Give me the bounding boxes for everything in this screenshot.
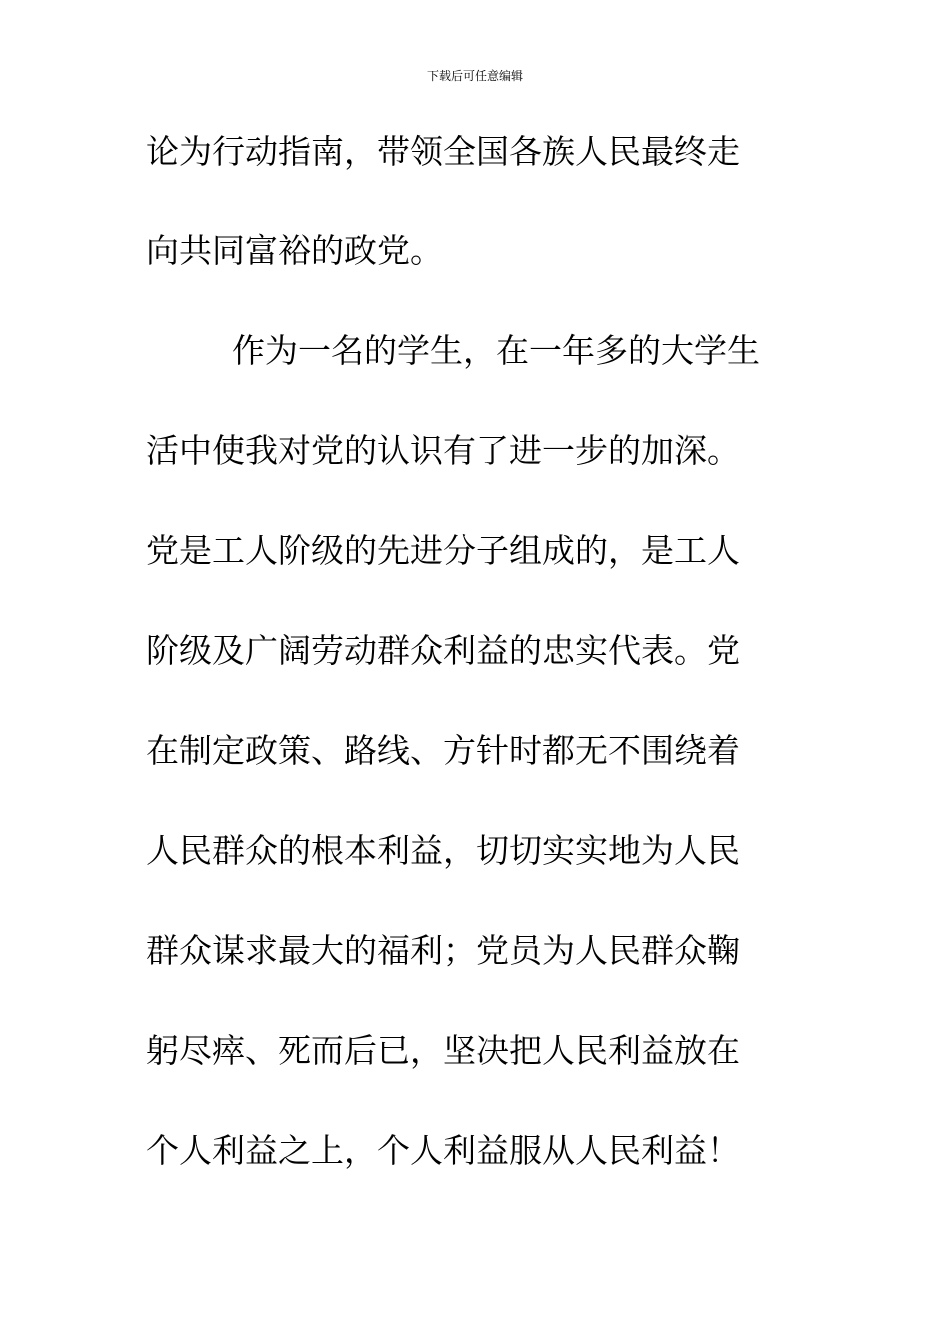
text-line-7: 在制定政策、路线、方针时都无不围绕着 (146, 731, 740, 770)
text-line-10: 躬尽瘁、死而后已，坚决把人民利益放在 (146, 1031, 740, 1070)
page-header: 下载后可任意编辑 (426, 69, 523, 83)
text-line-2: 向共同富裕的政党。 (146, 231, 443, 270)
text-line-11: 个人利益之上，个人利益服从人民利益！ (146, 1131, 740, 1170)
text-line-5: 党是工人阶级的先进分子组成的，是工人 (146, 531, 740, 570)
text-line-4: 活中使我对党的认识有了进一步的加深。 (146, 431, 740, 470)
text-line-8: 人民群众的根本利益，切切实实地为人民 (146, 831, 740, 870)
text-line-3: 作为一名的学生，在一年多的大学生 (232, 331, 760, 370)
text-line-6: 阶级及广阔劳动群众利益的忠实代表。党 (146, 631, 740, 670)
text-line-9: 群众谋求最大的福利；党员为人民群众鞠 (146, 931, 740, 970)
text-line-1: 论为行动指南，带领全国各族人民最终走 (146, 132, 740, 171)
